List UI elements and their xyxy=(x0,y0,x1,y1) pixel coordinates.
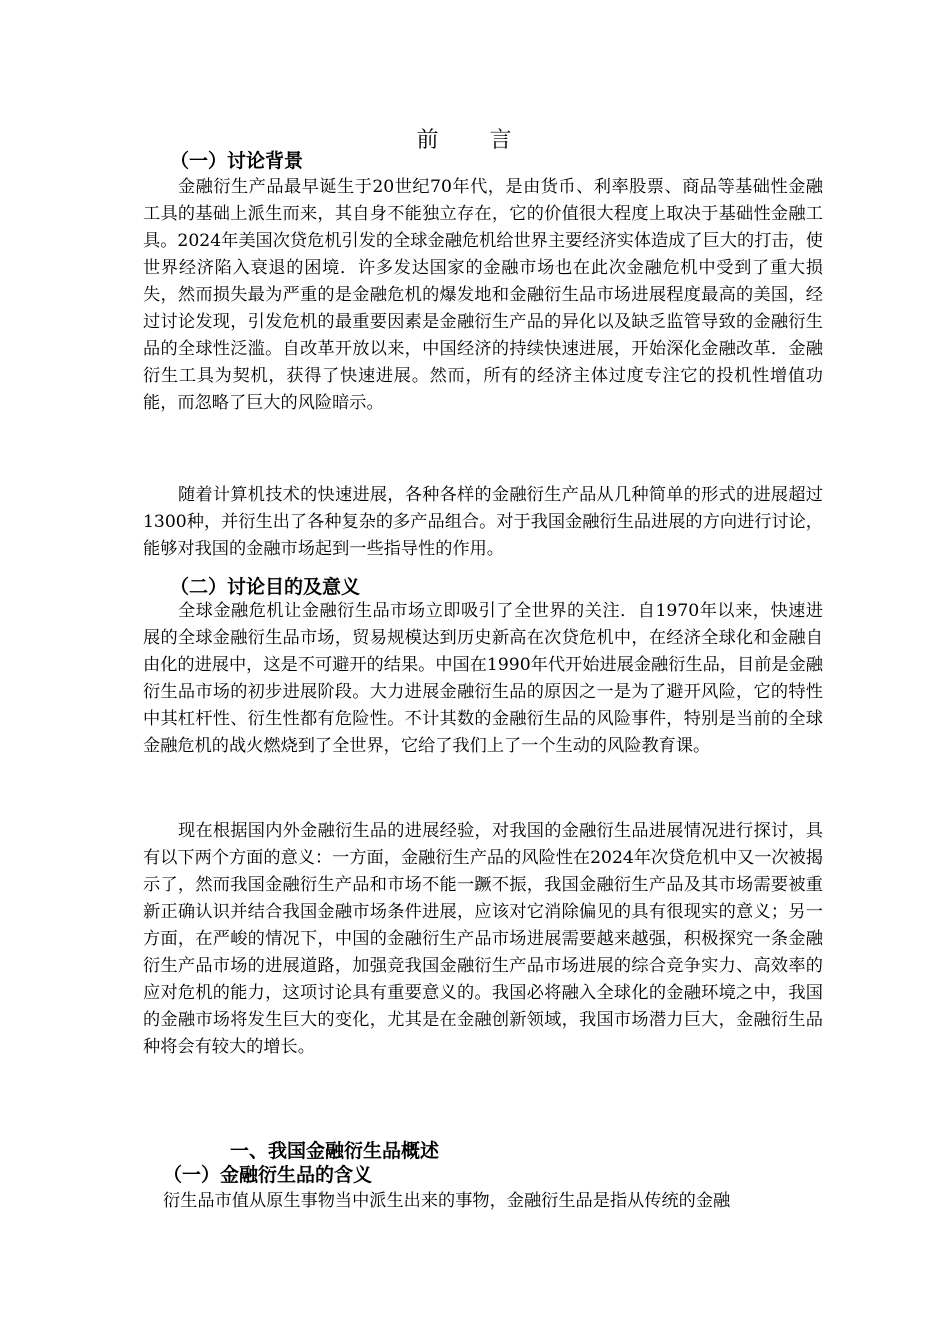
section-heading-background: （一）讨论背景 xyxy=(170,150,304,172)
paragraph-definition-1: 衍生品市值从原生事物当中派生出来的事物，金融衍生品是指从传统的金融 xyxy=(163,1191,731,1211)
page-title: 前 言 xyxy=(416,128,534,153)
subsection-heading-definition: （一）金融衍生品的含义 xyxy=(163,1164,373,1186)
chapter-heading: 一、我国金融衍生品概述 xyxy=(230,1140,440,1162)
paragraph-background-1: 金融衍生产品最早诞生于20世纪70年代，是由货币、利率股票、商品等基础性金融工具的基础上派生而来，其自身不能独立存在，它的价值很大程度上取决于基础性金融工具。2024年美国次贷危机引发的全球金融危机给世界主要经济实体造成了巨大的打击，使世界经济陷入衰退的困境．许多发达国家的金融市场也在此次金融危机中受到了重大损失，然而损失最为严重的是金融危机的爆发地和金融衍生品市场进展程度最高的美国，经过讨论发现，引发危机的最重要因素是金融衍生产品的异化以及缺乏监管导致的金融衍生品的全球性泛滥。自改革开放以来，中国经济的持续快速进展，开始深化金融改革．金融衍生工具为契机，获得了快速进展。然而，所有的经济主体过度专注它的投机性增值功能，而忽略了巨大的风险暗示。 xyxy=(143,177,823,413)
section-heading-purpose: （二）讨论目的及意义 xyxy=(170,576,361,598)
paragraph-purpose-2: 现在根据国内外金融衍生品的进展经验，对我国的金融衍生品进展情况进行探讨，具有以下两个方面的意义：一方面，金融衍生产品的风险性在2024年次贷危机中又一次被揭示了，然而我国金融衍生产品和市场不能一蹶不振，我国金融衍生产品及其市场需要被重新正确认识并结合我国金融市场条件进展，应该对它消除偏见的具有很现实的意义；另一方面，在严峻的情况下，中国的金融衍生产品市场进展需要越来越强，积极探究一条金融衍生产品市场的进展道路，加强竞我国金融衍生产品市场进展的综合竞争实力、高效率的应对危机的能力，这项讨论具有重要意义的。我国必将融入全球化的金融环境之中，我国的金融市场将发生巨大的变化，尤其是在金融创新领域，我国市场潜力巨大，金融衍生品种将会有较大的增长。 xyxy=(143,821,823,1057)
paragraph-background-2: 随着计算机技术的快速进展，各种各样的金融衍生产品从几种简单的形式的进展超过1300种，并衍生出了各种复杂的多产品组合。对于我国金融衍生品进展的方向进行讨论，能够对我国的金融市场起到一些指导性的作用。 xyxy=(143,485,823,559)
paragraph-purpose-1: 全球金融危机让金融衍生品市场立即吸引了全世界的关注．自1970年以来，快速进展的全球金融衍生品市场，贸易规模达到历史新高在次贷危机中，在经济全球化和金融自由化的进展中，这是不可避开的结果。中国在1990年代开始进展金融衍生品，目前是金融衍生品市场的初步进展阶段。大力进展金融衍生品的原因之一是为了避开风险，它的特性中其杠杆性、衍生性都有危险性。不计其数的金融衍生品的风险事件，特别是当前的全球金融危机的战火燃烧到了全世界，它给了我们上了一个生动的风险教育课。 xyxy=(143,601,823,756)
